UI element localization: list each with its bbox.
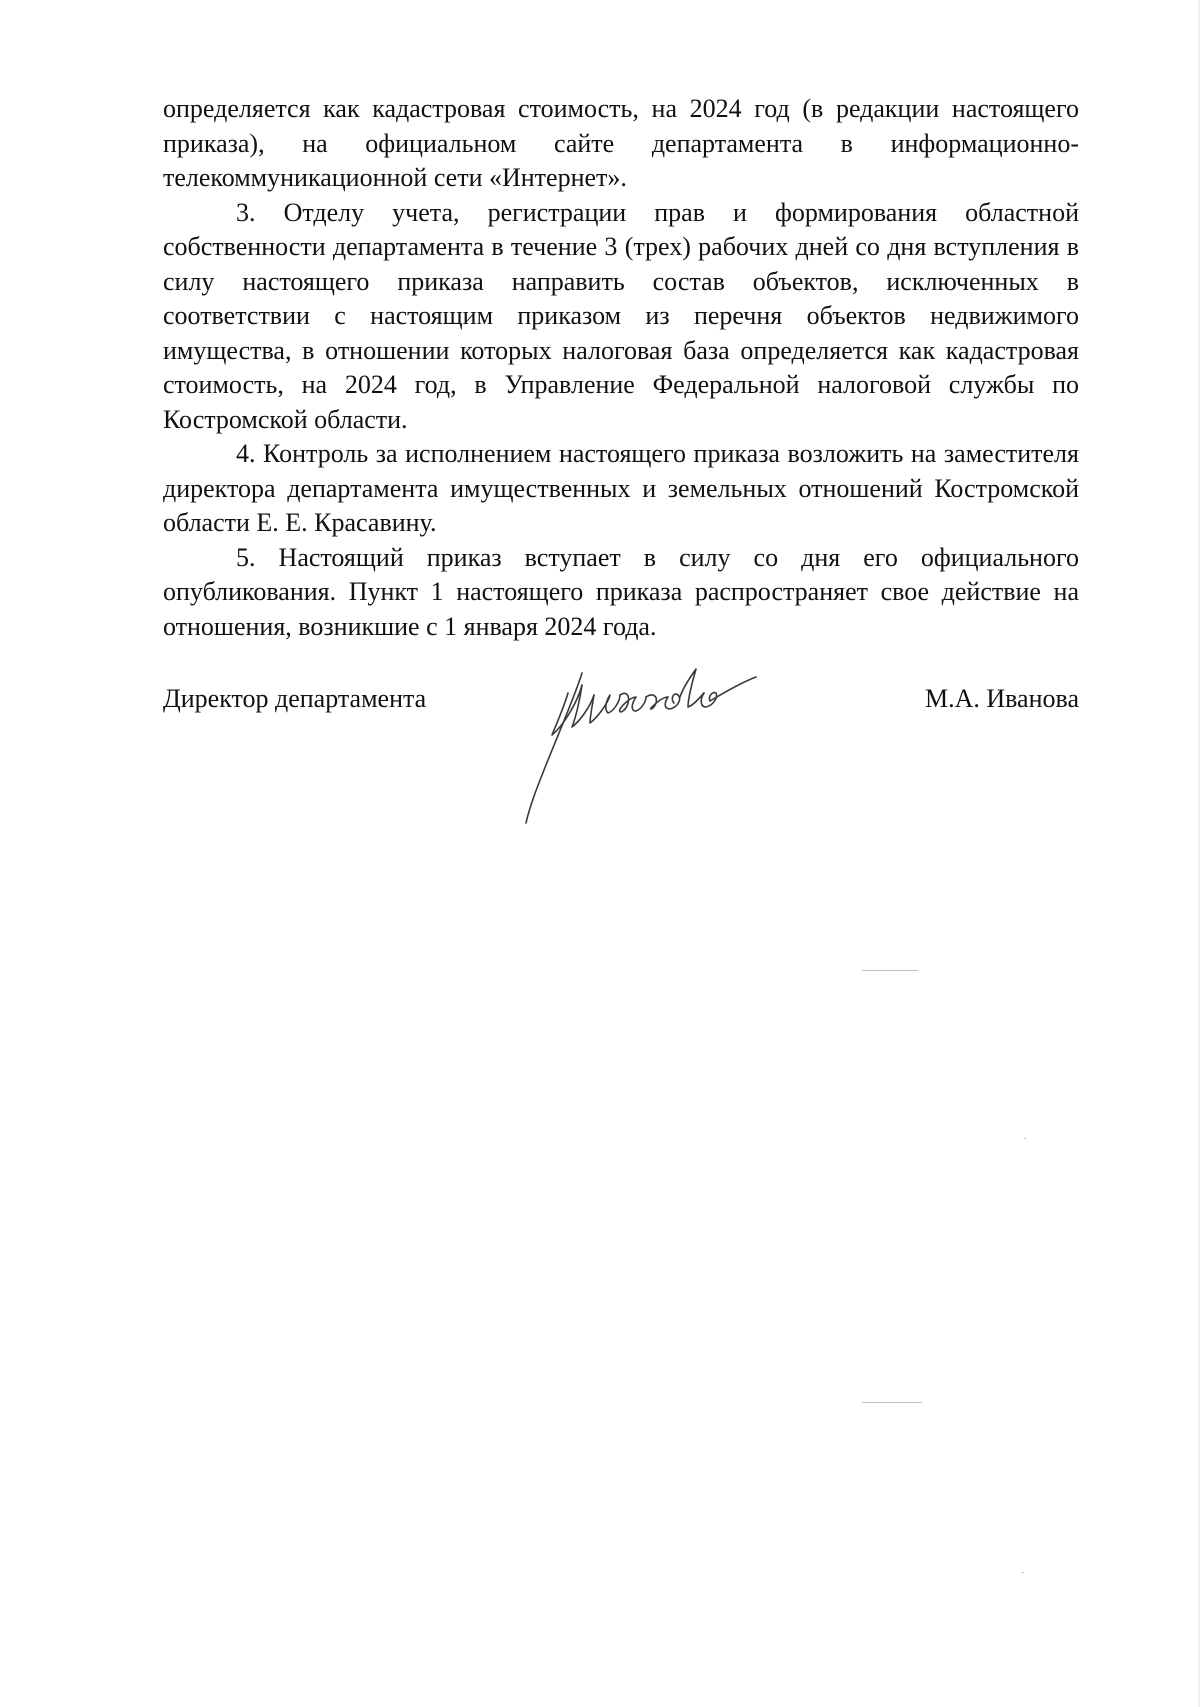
- paragraph-item-4: 4. Контроль за исполнением настоящего приказа возложить на заместителя директора департамента имущественных и земельных отношений Костромской области Е. Е. Красавину.: [163, 439, 1079, 537]
- scan-speck: [862, 970, 918, 971]
- signatory-name: М.А. Иванова: [924, 684, 1079, 713]
- signatory-position: Директор департамента: [163, 684, 427, 713]
- scan-speck: [1024, 1138, 1026, 1139]
- handwritten-signature: [520, 655, 820, 825]
- paragraph-item-5: 5. Настоящий приказ вступает в силу со дня его официального опубликования. Пункт 1 настоящего приказа распространяет свое действие на отношения, возникшие с 1 января 2024 года.: [163, 542, 1079, 641]
- paragraph-continuation: определяется как кадастровая стоимость, на 2024 год (в редакции настоящего приказа), на официальном сайте департамента в информационно-телекоммуникационной сети «Интернет».: [163, 94, 1079, 192]
- scan-speck: [862, 1402, 922, 1403]
- paragraph-item-3: 3. Отделу учета, регистрации прав и формирования областной собственности департамента в течение 3 (трех) рабочих дней со дня вступления в силу настоящего приказа направить состав объектов, исключенных в соответствии с настоящим приказом из перечня объектов недвижимого имущества, в отношении которых налоговая база определяется как кадастровая стоимость, на 2024 год, в Управление Федеральной налоговой службы по Костромской области.: [163, 197, 1079, 434]
- document-body: [163, 92, 1079, 644]
- scan-speck: [1022, 1572, 1024, 1573]
